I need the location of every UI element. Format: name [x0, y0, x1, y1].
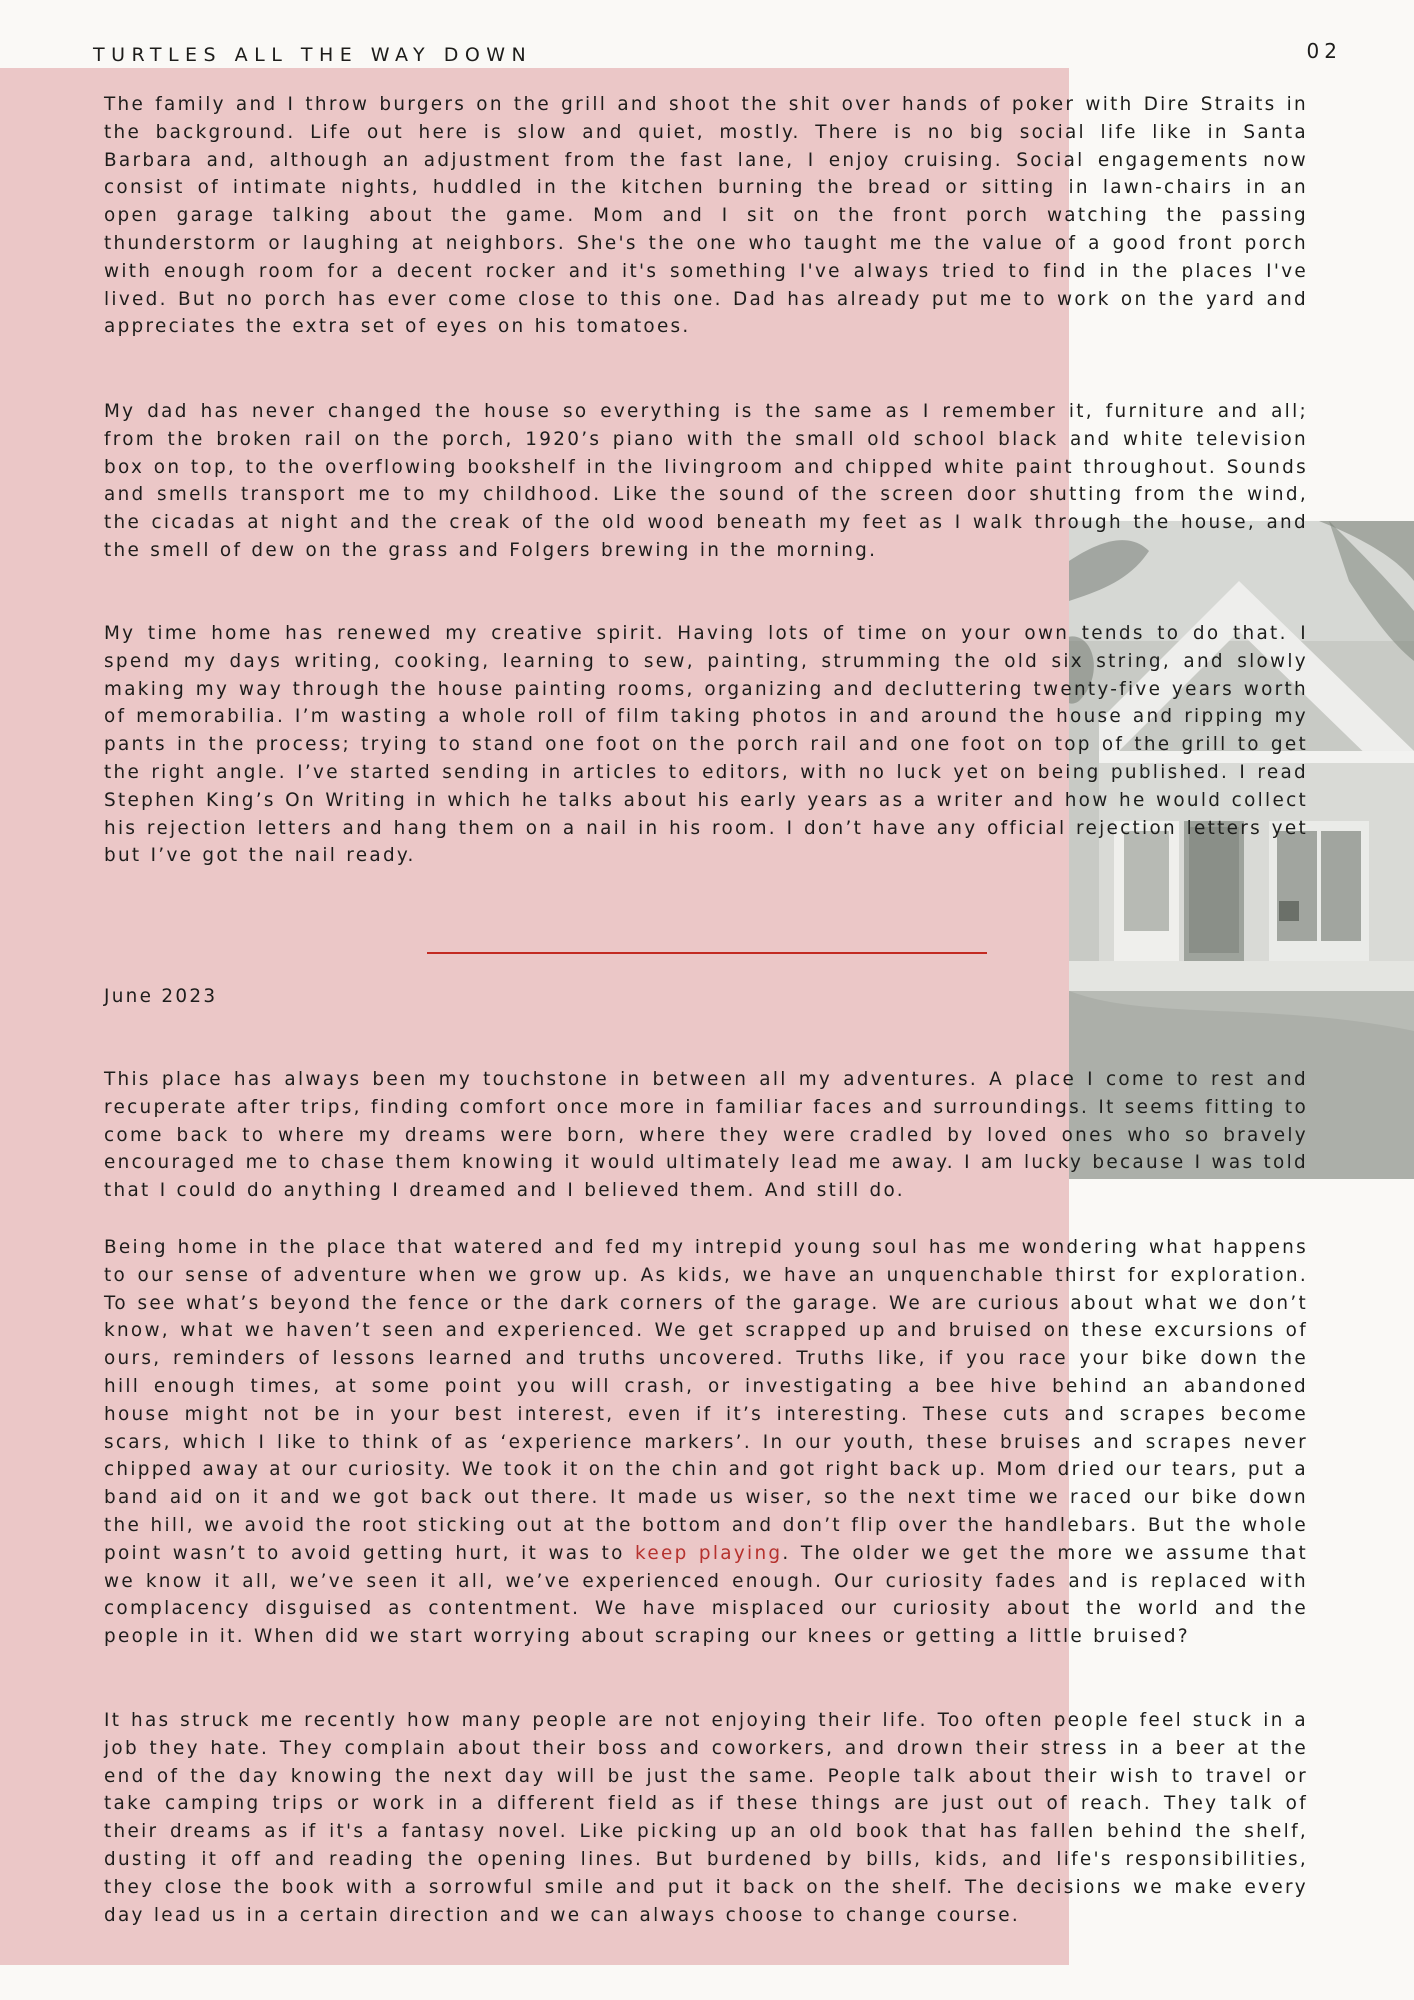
- paragraph-creative-spirit: My time home has renewed my creative spirit. Having lots of time on your own tends to do that. I spend my days writing, cooking, learning to sew, painting, strumming the old six string, and slowly making my way through the house painting rooms, organizing and decluttering twenty-five years worth of memorabilia. I’m wasting a whole roll of film taking photos in and around the house and ripping my pants in the process; trying to stand one foot on the porch rail and one foot on top of the grill to get the right angle. I’ve started sending in articles to editors, with no luck yet on being published. I read Stephen King’s On Writing in which he talks about his early years as a writer and how he would collect his rejection letters and hang them on a nail in his room. I don’t have any official rejection letters yet but I’ve got the nail ready.: [104, 623, 1308, 867]
- keep-playing-link[interactable]: keep playing: [635, 1542, 783, 1564]
- date-heading: June 2023: [104, 986, 218, 1007]
- paragraph-adventure-end: . The older we get the more we assume that we know it all, we’ve seen it all, we’ve experienced enough. Our curiosity fades and is replaced with complacency disguised as contentment. We have misplaced our curiosity about the world and the people in it. When did we start worrying about scraping our knees or getting a little bruised?: [104, 1542, 1308, 1648]
- magazine-title: TURTLES ALL THE WAY DOWN: [93, 44, 533, 66]
- paragraph-touchstone: This place has always been my touchstone in between all my adventures. A place I come to rest and recuperate after trips, finding comfort once more in familiar faces and surroundings. It seems fitting to come back to where my dreams were born, where they were cradled by loved ones who so bravely encouraged me to chase them knowing it would ultimately lead me away. I am lucky because I was told that I could do anything I dreamed and I believed them. And still do.: [104, 1069, 1308, 1202]
- paragraph-house: My dad has never changed the house so everything is the same as I remember it, furniture and all; from the broken rail on the porch, 1920’s piano with the small old school black and white television box on top, to the overflowing bookshelf in the livingroom and chipped white paint throughout. Sounds and smells transport me to my childhood. Like the sound of the screen door shutting from the wind, the cicadas at night and the creak of the old wood beneath my feet as I walk through the house, and the smell of dew on the grass and Folgers brewing in the morning.: [104, 401, 1308, 561]
- pink-background-panel: [0, 68, 1069, 1965]
- paragraph-adventure-start: Being home in the place that watered and fed my intrepid young soul has me wondering what happens to our sense of adventure when we grow up. As kids, we have an unquenchable thirst for exploration. To see what’s beyond the fence or the dark corners of the garage. We are curious about what we don’t know, what we haven’t seen and experienced. We get scrapped up and bruised on these excursions of ours, reminders of lessons learned and truths uncovered. Truths like, if you race your bike down the hill enough times, at some point you will crash, or investigating a bee hive behind an abandoned house might not be in your best interest, even if it’s interesting. These cuts and scrapes become scars, which I like to think of as ‘experience markers’. In our youth, these bruises and scrapes never chipped away at our curiosity. We took it on the chin and got right back up. Mom dried our tears, put a band aid on it and we got back out there. It made us wiser, so the next time we raced our bike down the hill, we avoid the root sticking out at the bottom and don’t flip over the handlebars. But the whole point wasn’t to avoid getting hurt, it was to: [104, 1237, 1308, 1564]
- paragraph-porch: The family and I throw burgers on the grill and shoot the shit over hands of poker with Dire Straits in the background. Life out here is slow and quiet, mostly. There is no big social life like in Santa Barbara and, although an adjustment from the fast lane, I enjoy cruising. Social engagements now consist of intimate nights, huddled in the kitchen burning the bread or sitting in lawn-chairs in an open garage talking about the game. Mom and I sit on the front porch watching the passing thunderstorm or laughing at neighbors. She's the one who taught me the value of a good front porch with enough room for a decent rocker and it's something I've always tried to find in the places I've lived. But no porch has ever come close to this one. Dad has already put me to work on the yard and appreciates the extra set of eyes on his tomatoes.: [104, 94, 1308, 338]
- page-number: 02: [1306, 39, 1342, 63]
- section-divider: [427, 952, 987, 954]
- paragraph-adventure: [104, 1234, 1308, 1651]
- paragraph-not-enjoying-life: It has struck me recently how many people are not enjoying their life. Too often people feel stuck in a job they hate. They complain about their boss and coworkers, and drown their stress in a beer at the end of the day knowing the next day will be just the same. People talk about their wish to travel or take camping trips or work in a different field as if these things are just out of reach. They talk of their dreams as if it's a fantasy novel. Like picking up an old book that has fallen behind the shelf, dusting it off and reading the opening lines. But burdened by bills, kids, and life's responsibilities, they close the book with a sorrowful smile and put it back on the shelf. The decisions we make every day lead us in a certain direction and we can always choose to change course.: [104, 1710, 1308, 1926]
